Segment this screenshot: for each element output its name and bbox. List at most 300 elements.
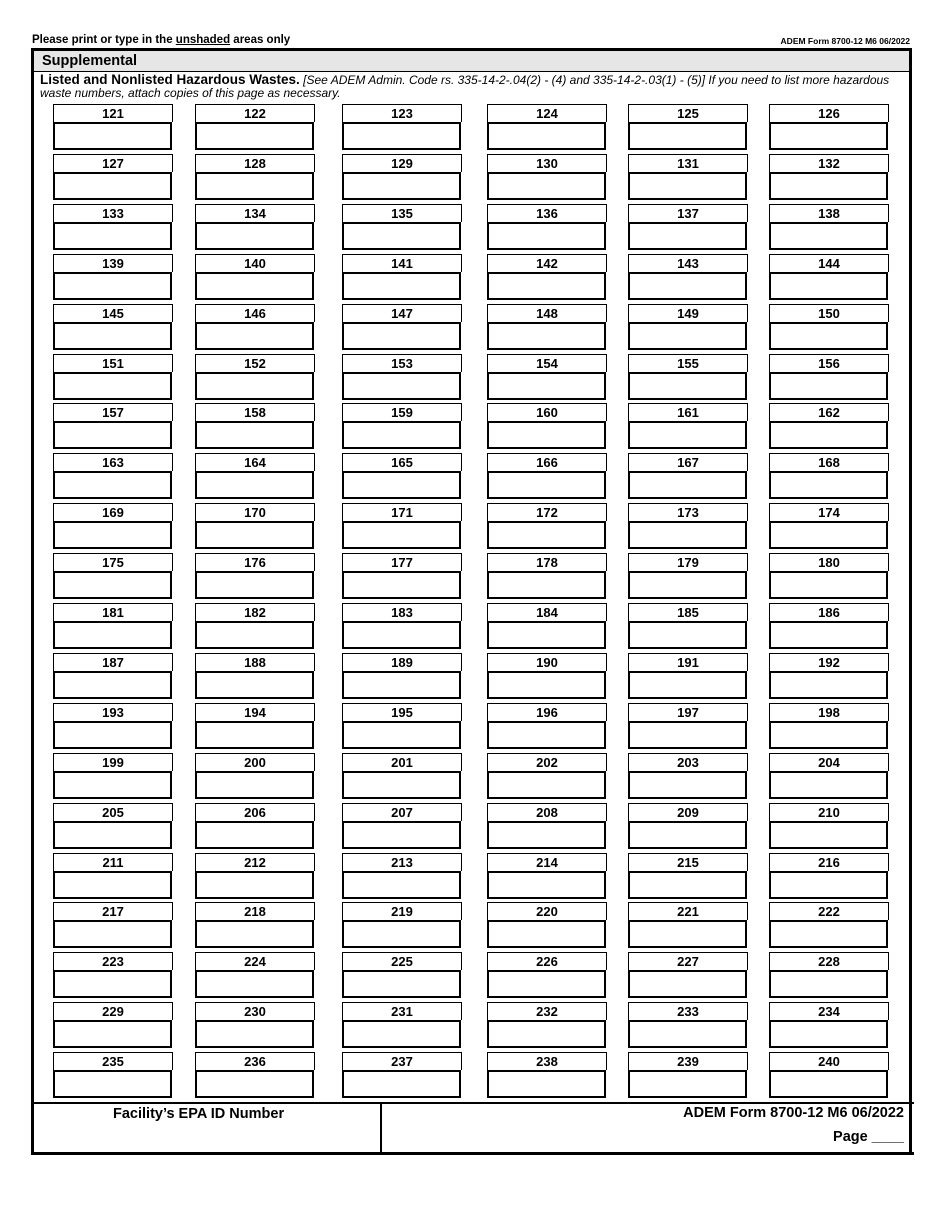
- waste-code-input[interactable]: [487, 372, 606, 400]
- waste-code-cell: [342, 104, 462, 151]
- waste-code-input[interactable]: [487, 821, 606, 849]
- waste-code-number: 210: [769, 803, 889, 821]
- waste-code-input[interactable]: [342, 821, 461, 849]
- waste-code-input[interactable]: [195, 721, 314, 749]
- waste-code-cell: [342, 902, 462, 949]
- print-instruction: Please print or type in the unshaded areas only: [32, 34, 291, 46]
- waste-code-input[interactable]: [53, 322, 172, 350]
- instructions-reference: [See ADEM Admin. Code rs. 335-14-2-.04(2) - (4) and 335-14-2-.03(1) - (5)] If you need to list more hazardous waste numbers, attach copies of this page as necessary.: [40, 73, 890, 100]
- waste-code-input[interactable]: [769, 372, 888, 400]
- waste-code-cell: [628, 1052, 748, 1099]
- waste-code-cell: [487, 503, 607, 550]
- waste-code-cell: [487, 902, 607, 949]
- waste-code-cell: [195, 1052, 315, 1099]
- waste-code-cell: [53, 603, 173, 650]
- waste-code-number: 177: [342, 553, 462, 571]
- waste-code-input[interactable]: [628, 821, 747, 849]
- waste-code-input[interactable]: [769, 721, 888, 749]
- waste-code-input[interactable]: [195, 421, 314, 449]
- waste-code-number: 149: [628, 304, 748, 322]
- waste-code-number: 222: [769, 902, 889, 920]
- waste-code-input[interactable]: [195, 671, 314, 699]
- waste-code-number: 128: [195, 154, 315, 172]
- waste-code-cell: [342, 304, 462, 351]
- waste-code-input[interactable]: [487, 671, 606, 699]
- waste-code-input[interactable]: [53, 421, 172, 449]
- waste-code-cell: [195, 703, 315, 750]
- waste-code-cell: [195, 104, 315, 151]
- waste-code-number: 227: [628, 952, 748, 970]
- waste-code-input[interactable]: [628, 172, 747, 200]
- waste-code-cell: [628, 154, 748, 201]
- waste-code-input[interactable]: [487, 322, 606, 350]
- waste-code-number: 168: [769, 453, 889, 471]
- waste-code-number: 159: [342, 403, 462, 421]
- waste-code-input[interactable]: [53, 721, 172, 749]
- waste-code-cell: [195, 503, 315, 550]
- form-footer: [31, 1102, 914, 1153]
- waste-code-cell: [53, 154, 173, 201]
- waste-code-input[interactable]: [53, 920, 172, 948]
- waste-code-number: 229: [53, 1002, 173, 1020]
- waste-code-cell: [487, 952, 607, 999]
- waste-code-number: 151: [53, 354, 173, 372]
- form-name-footer: ADEM Form 8700-12 M6 06/2022: [683, 1105, 904, 1121]
- waste-code-cell: [195, 154, 315, 201]
- waste-code-cell: [53, 753, 173, 800]
- waste-code-cell: [487, 304, 607, 351]
- waste-code-number: 206: [195, 803, 315, 821]
- waste-code-number: 132: [769, 154, 889, 172]
- waste-code-input[interactable]: [195, 272, 314, 300]
- waste-code-number: 203: [628, 753, 748, 771]
- waste-code-input[interactable]: [769, 122, 888, 150]
- waste-code-cell: [769, 403, 889, 450]
- waste-code-number: 217: [53, 902, 173, 920]
- waste-code-input[interactable]: [769, 821, 888, 849]
- waste-code-cell: [628, 603, 748, 650]
- waste-code-cell: [628, 453, 748, 500]
- waste-code-input[interactable]: [769, 920, 888, 948]
- waste-code-number: 164: [195, 453, 315, 471]
- waste-code-input[interactable]: [195, 970, 314, 998]
- waste-code-input[interactable]: [769, 1070, 888, 1098]
- waste-code-cell: [195, 204, 315, 251]
- waste-code-number: 194: [195, 703, 315, 721]
- instructions-lead: Listed and Nonlisted Hazardous Wastes.: [40, 72, 300, 87]
- waste-code-input[interactable]: [769, 222, 888, 250]
- waste-code-input[interactable]: [769, 671, 888, 699]
- waste-code-cell: [628, 1002, 748, 1049]
- waste-code-cell: [53, 952, 173, 999]
- waste-code-number: 140: [195, 254, 315, 272]
- section-header: [34, 51, 909, 72]
- waste-code-input[interactable]: [487, 471, 606, 499]
- waste-code-cell: [769, 154, 889, 201]
- waste-code-input[interactable]: [487, 122, 606, 150]
- waste-code-input[interactable]: [53, 122, 172, 150]
- waste-code-cell: [195, 853, 315, 900]
- waste-code-input[interactable]: [628, 571, 747, 599]
- waste-code-input[interactable]: [53, 222, 172, 250]
- waste-code-cell: [53, 703, 173, 750]
- waste-code-input[interactable]: [53, 571, 172, 599]
- waste-code-cell: [628, 304, 748, 351]
- waste-code-number: 174: [769, 503, 889, 521]
- waste-code-cell: [769, 453, 889, 500]
- waste-code-input[interactable]: [195, 372, 314, 400]
- waste-code-input[interactable]: [195, 621, 314, 649]
- form-id-top: ADEM Form 8700-12 M6 06/2022: [780, 36, 910, 46]
- waste-code-number: 239: [628, 1052, 748, 1070]
- waste-code-input[interactable]: [53, 771, 172, 799]
- waste-code-input[interactable]: [487, 1070, 606, 1098]
- waste-code-input[interactable]: [487, 421, 606, 449]
- waste-code-cell: [487, 254, 607, 301]
- waste-code-cell: [769, 902, 889, 949]
- waste-code-number: 171: [342, 503, 462, 521]
- waste-code-cell: [628, 653, 748, 700]
- waste-code-number: 200: [195, 753, 315, 771]
- waste-code-cell: [342, 154, 462, 201]
- waste-code-cell: [342, 653, 462, 700]
- waste-number-grid: [53, 104, 893, 1104]
- waste-code-cell: [487, 603, 607, 650]
- waste-code-input[interactable]: [342, 571, 461, 599]
- waste-code-number: 190: [487, 653, 607, 671]
- waste-code-input[interactable]: [487, 272, 606, 300]
- waste-code-cell: [628, 853, 748, 900]
- waste-code-input[interactable]: [342, 322, 461, 350]
- waste-code-cell: [53, 653, 173, 700]
- waste-code-cell: [769, 354, 889, 401]
- waste-code-cell: [769, 803, 889, 850]
- waste-code-number: 192: [769, 653, 889, 671]
- waste-code-cell: [342, 803, 462, 850]
- waste-code-input[interactable]: [342, 771, 461, 799]
- waste-code-number: 173: [628, 503, 748, 521]
- waste-code-number: 165: [342, 453, 462, 471]
- waste-code-number: 186: [769, 603, 889, 621]
- waste-code-cell: [628, 553, 748, 600]
- waste-code-input[interactable]: [342, 272, 461, 300]
- waste-code-input[interactable]: [769, 970, 888, 998]
- page-number-field[interactable]: Page ____: [833, 1129, 904, 1145]
- waste-code-input[interactable]: [628, 970, 747, 998]
- waste-code-input[interactable]: [628, 222, 747, 250]
- waste-code-cell: [487, 1052, 607, 1099]
- waste-code-input[interactable]: [195, 521, 314, 549]
- waste-code-cell: [53, 1002, 173, 1049]
- waste-code-number: 160: [487, 403, 607, 421]
- waste-code-number: 238: [487, 1052, 607, 1070]
- waste-code-number: 139: [53, 254, 173, 272]
- waste-code-input[interactable]: [628, 621, 747, 649]
- waste-code-input[interactable]: [628, 871, 747, 899]
- waste-code-cell: [53, 204, 173, 251]
- waste-code-number: 188: [195, 653, 315, 671]
- waste-code-cell: [53, 453, 173, 500]
- waste-code-number: 181: [53, 603, 173, 621]
- waste-code-number: 184: [487, 603, 607, 621]
- waste-code-number: 225: [342, 952, 462, 970]
- waste-code-cell: [342, 1002, 462, 1049]
- waste-code-cell: [487, 803, 607, 850]
- waste-code-input[interactable]: [195, 571, 314, 599]
- waste-code-input[interactable]: [195, 771, 314, 799]
- waste-code-number: 197: [628, 703, 748, 721]
- waste-code-input[interactable]: [53, 172, 172, 200]
- waste-code-cell: [628, 952, 748, 999]
- waste-code-input[interactable]: [195, 920, 314, 948]
- waste-code-number: 180: [769, 553, 889, 571]
- waste-code-input[interactable]: [342, 671, 461, 699]
- waste-code-number: 147: [342, 304, 462, 322]
- waste-code-cell: [53, 1052, 173, 1099]
- waste-code-input[interactable]: [195, 1070, 314, 1098]
- frame-bottom-rule: [31, 1152, 914, 1155]
- waste-code-cell: [342, 503, 462, 550]
- waste-code-number: 236: [195, 1052, 315, 1070]
- waste-code-input[interactable]: [769, 1020, 888, 1048]
- waste-code-cell: [195, 254, 315, 301]
- waste-code-input[interactable]: [342, 421, 461, 449]
- waste-code-input[interactable]: [342, 471, 461, 499]
- waste-code-cell: [195, 354, 315, 401]
- waste-code-number: 224: [195, 952, 315, 970]
- waste-code-input[interactable]: [342, 122, 461, 150]
- waste-code-cell: [195, 803, 315, 850]
- waste-code-cell: [342, 354, 462, 401]
- waste-code-number: 141: [342, 254, 462, 272]
- waste-code-input[interactable]: [628, 372, 747, 400]
- waste-code-number: 226: [487, 952, 607, 970]
- waste-code-input[interactable]: [628, 1070, 747, 1098]
- waste-code-number: 212: [195, 853, 315, 871]
- waste-code-input[interactable]: [628, 1020, 747, 1048]
- waste-code-input[interactable]: [769, 621, 888, 649]
- waste-code-input[interactable]: [342, 521, 461, 549]
- waste-code-cell: [769, 1002, 889, 1049]
- waste-code-number: 218: [195, 902, 315, 920]
- waste-code-number: 195: [342, 703, 462, 721]
- waste-code-input[interactable]: [487, 771, 606, 799]
- waste-code-number: 237: [342, 1052, 462, 1070]
- waste-code-input[interactable]: [342, 920, 461, 948]
- waste-code-number: 213: [342, 853, 462, 871]
- waste-code-input[interactable]: [487, 970, 606, 998]
- waste-code-input[interactable]: [769, 172, 888, 200]
- waste-code-cell: [487, 1002, 607, 1049]
- waste-code-number: 183: [342, 603, 462, 621]
- waste-code-cell: [342, 553, 462, 600]
- waste-code-number: 138: [769, 204, 889, 222]
- waste-code-number: 172: [487, 503, 607, 521]
- waste-code-input[interactable]: [628, 920, 747, 948]
- waste-code-input[interactable]: [487, 222, 606, 250]
- waste-code-input[interactable]: [195, 322, 314, 350]
- waste-code-input[interactable]: [195, 471, 314, 499]
- waste-code-cell: [769, 653, 889, 700]
- waste-code-cell: [628, 902, 748, 949]
- waste-code-cell: [769, 503, 889, 550]
- waste-code-cell: [195, 753, 315, 800]
- waste-code-input[interactable]: [487, 172, 606, 200]
- waste-code-number: 209: [628, 803, 748, 821]
- waste-code-input[interactable]: [342, 1070, 461, 1098]
- footer-rule: [34, 1102, 914, 1104]
- waste-code-cell: [487, 204, 607, 251]
- waste-code-number: 162: [769, 403, 889, 421]
- footer-divider: [380, 1102, 382, 1153]
- waste-code-input[interactable]: [342, 372, 461, 400]
- waste-code-input[interactable]: [53, 671, 172, 699]
- waste-code-input[interactable]: [195, 172, 314, 200]
- waste-code-cell: [487, 354, 607, 401]
- waste-code-input[interactable]: [53, 1070, 172, 1098]
- waste-code-number: 152: [195, 354, 315, 372]
- waste-code-input[interactable]: [342, 871, 461, 899]
- waste-code-input[interactable]: [628, 421, 747, 449]
- waste-code-input[interactable]: [342, 172, 461, 200]
- waste-code-number: 214: [487, 853, 607, 871]
- waste-code-input[interactable]: [628, 671, 747, 699]
- waste-code-number: 228: [769, 952, 889, 970]
- waste-code-number: 155: [628, 354, 748, 372]
- waste-code-input[interactable]: [342, 970, 461, 998]
- waste-code-input[interactable]: [195, 122, 314, 150]
- waste-code-input[interactable]: [487, 521, 606, 549]
- waste-code-input[interactable]: [628, 521, 747, 549]
- waste-code-input[interactable]: [53, 621, 172, 649]
- waste-code-input[interactable]: [53, 372, 172, 400]
- waste-code-number: 134: [195, 204, 315, 222]
- waste-code-input[interactable]: [487, 871, 606, 899]
- waste-code-cell: [195, 1002, 315, 1049]
- waste-code-cell: [342, 204, 462, 251]
- waste-code-input[interactable]: [769, 421, 888, 449]
- waste-code-number: 121: [53, 104, 173, 122]
- waste-code-input[interactable]: [53, 521, 172, 549]
- waste-code-input[interactable]: [628, 471, 747, 499]
- waste-code-cell: [628, 753, 748, 800]
- waste-code-input[interactable]: [769, 471, 888, 499]
- waste-code-number: 205: [53, 803, 173, 821]
- waste-code-cell: [628, 204, 748, 251]
- waste-code-cell: [53, 354, 173, 401]
- waste-code-input[interactable]: [342, 1020, 461, 1048]
- waste-code-number: 187: [53, 653, 173, 671]
- waste-code-number: 208: [487, 803, 607, 821]
- waste-code-number: 240: [769, 1052, 889, 1070]
- waste-code-input[interactable]: [628, 272, 747, 300]
- waste-code-input[interactable]: [487, 571, 606, 599]
- waste-code-input[interactable]: [342, 621, 461, 649]
- waste-code-cell: [487, 653, 607, 700]
- waste-code-number: 207: [342, 803, 462, 821]
- waste-code-number: 142: [487, 254, 607, 272]
- waste-code-number: 129: [342, 154, 462, 172]
- waste-code-input[interactable]: [769, 322, 888, 350]
- waste-code-number: 182: [195, 603, 315, 621]
- waste-code-cell: [195, 902, 315, 949]
- waste-code-number: 191: [628, 653, 748, 671]
- waste-code-cell: [769, 853, 889, 900]
- waste-code-input[interactable]: [769, 272, 888, 300]
- waste-code-cell: [342, 952, 462, 999]
- waste-code-number: 146: [195, 304, 315, 322]
- waste-code-number: 137: [628, 204, 748, 222]
- waste-code-number: 175: [53, 553, 173, 571]
- waste-code-cell: [195, 403, 315, 450]
- waste-code-number: 201: [342, 753, 462, 771]
- waste-code-input[interactable]: [53, 970, 172, 998]
- waste-code-input[interactable]: [487, 1020, 606, 1048]
- waste-code-input[interactable]: [487, 920, 606, 948]
- waste-code-input[interactable]: [195, 1020, 314, 1048]
- waste-code-cell: [195, 603, 315, 650]
- waste-code-input[interactable]: [487, 621, 606, 649]
- waste-code-number: 126: [769, 104, 889, 122]
- waste-code-input[interactable]: [53, 471, 172, 499]
- waste-code-cell: [769, 204, 889, 251]
- waste-code-cell: [628, 503, 748, 550]
- waste-code-number: 150: [769, 304, 889, 322]
- top-instruction-line: [32, 34, 912, 48]
- waste-code-number: 133: [53, 204, 173, 222]
- waste-code-input[interactable]: [769, 571, 888, 599]
- waste-code-number: 221: [628, 902, 748, 920]
- waste-code-input[interactable]: [628, 721, 747, 749]
- waste-code-input[interactable]: [53, 1020, 172, 1048]
- waste-code-input[interactable]: [342, 222, 461, 250]
- waste-code-input[interactable]: [769, 521, 888, 549]
- waste-code-number: 176: [195, 553, 315, 571]
- waste-code-input[interactable]: [487, 721, 606, 749]
- waste-code-input[interactable]: [195, 222, 314, 250]
- waste-code-input[interactable]: [628, 322, 747, 350]
- waste-code-cell: [53, 902, 173, 949]
- waste-code-cell: [769, 703, 889, 750]
- waste-code-input[interactable]: [53, 821, 172, 849]
- waste-code-cell: [487, 553, 607, 600]
- waste-code-cell: [487, 453, 607, 500]
- waste-code-number: 163: [53, 453, 173, 471]
- waste-code-input[interactable]: [628, 771, 747, 799]
- waste-code-number: 233: [628, 1002, 748, 1020]
- waste-code-input[interactable]: [628, 122, 747, 150]
- waste-code-number: 202: [487, 753, 607, 771]
- waste-code-cell: [487, 853, 607, 900]
- waste-code-input[interactable]: [195, 821, 314, 849]
- waste-code-number: 167: [628, 453, 748, 471]
- epa-id-label: Facility’s EPA ID Number: [113, 1106, 285, 1122]
- waste-code-cell: [769, 104, 889, 151]
- waste-code-cell: [628, 803, 748, 850]
- waste-code-input[interactable]: [53, 272, 172, 300]
- waste-code-number: 231: [342, 1002, 462, 1020]
- waste-code-cell: [195, 553, 315, 600]
- waste-code-cell: [342, 1052, 462, 1099]
- waste-code-cell: [487, 753, 607, 800]
- waste-code-input[interactable]: [342, 721, 461, 749]
- waste-code-input[interactable]: [53, 871, 172, 899]
- waste-code-cell: [628, 254, 748, 301]
- waste-code-input[interactable]: [195, 871, 314, 899]
- waste-code-input[interactable]: [769, 871, 888, 899]
- waste-code-input[interactable]: [769, 771, 888, 799]
- waste-code-number: 124: [487, 104, 607, 122]
